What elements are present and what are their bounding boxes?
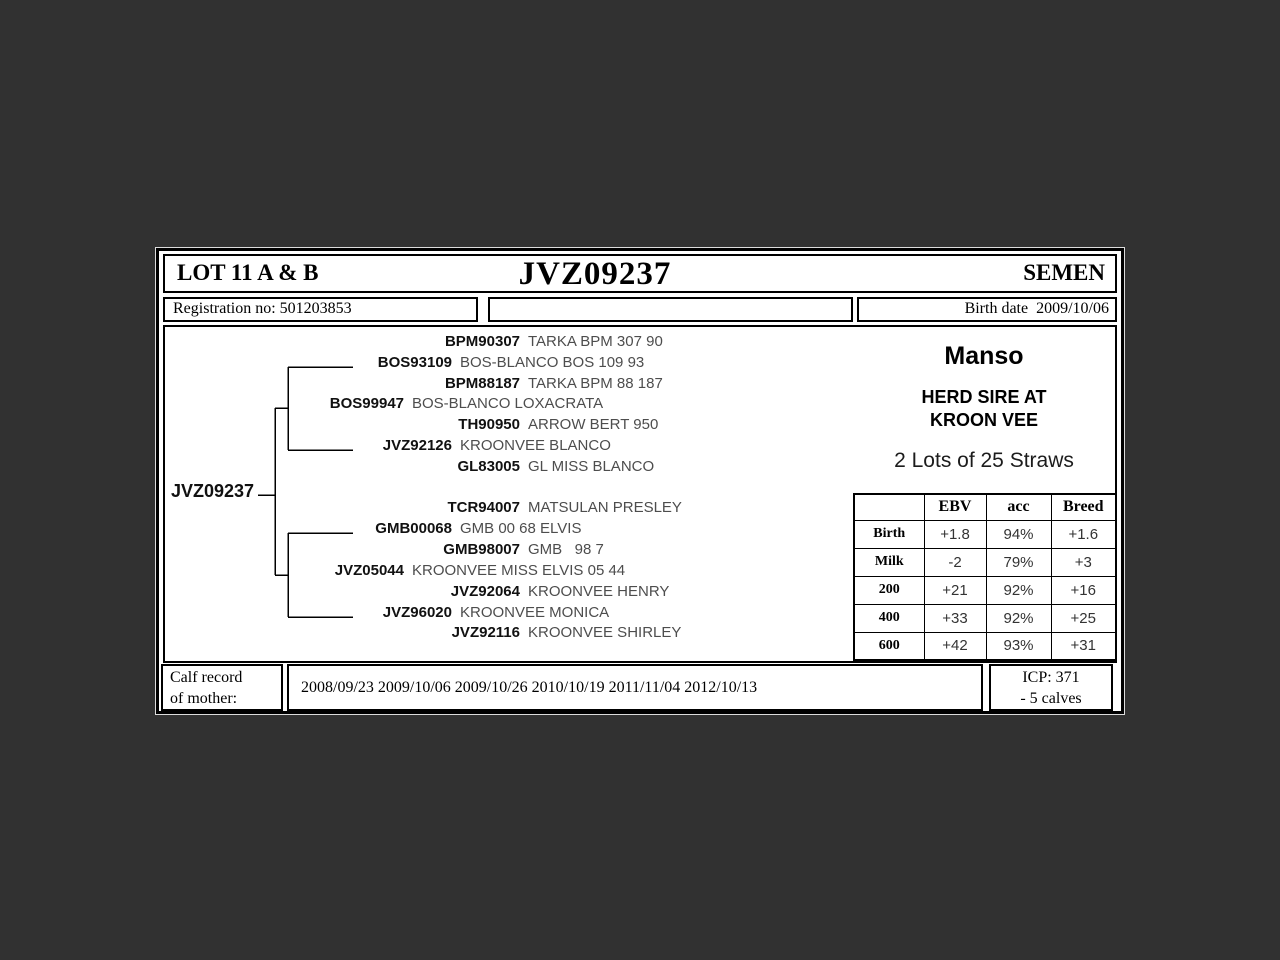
calf-record-label [170, 667, 242, 709]
ancestor-id: TH90950 [458, 416, 520, 433]
catalog-card [156, 248, 1124, 714]
ebv-value: +33 [924, 604, 986, 632]
ebv-row-200 [854, 576, 1116, 604]
acc-value: 79% [986, 548, 1051, 576]
registration-box [163, 297, 478, 322]
lot-label: LOT 11 A & B [177, 260, 319, 285]
ebv-header-acc: acc [986, 494, 1051, 520]
ancestor-name: ARROW BERT 950 [528, 416, 659, 433]
ancestor-name: GL MISS BLANCO [528, 458, 655, 475]
ebv-table [853, 493, 1117, 661]
ancestor-id: JVZ05044 [334, 562, 404, 579]
breed-value: +3 [1051, 548, 1116, 576]
pedigree-entry [410, 623, 681, 643]
category-label: SEMEN [1023, 260, 1105, 285]
ancestor-name: KROONVEE SHIRLEY [528, 624, 682, 641]
pedigree-entry [410, 332, 663, 352]
ancestor-name: GMB 00 68 ELVIS [460, 520, 582, 537]
breed-value: +25 [1051, 604, 1116, 632]
ebv-table-header-row [854, 494, 1116, 520]
ebv-header-ebv: EBV [924, 494, 986, 520]
birth-date-box [857, 297, 1117, 322]
ebv-header-breed: Breed [1051, 494, 1116, 520]
breed-value: +31 [1051, 632, 1116, 660]
pedigree-entry [410, 415, 658, 435]
herd-sire-text [853, 386, 1115, 432]
icp-box [989, 664, 1113, 711]
ancestor-name: TARKA BPM 307 90 [528, 333, 663, 350]
ancestor-name: KROONVEE MISS ELVIS 05 44 [412, 562, 626, 579]
ancestor-id: JVZ92064 [450, 583, 520, 600]
pedigree-entry [294, 561, 625, 581]
ancestor-id: BOS99947 [329, 395, 404, 412]
ancestor-id: GL83005 [457, 458, 520, 475]
pedigree-entry [294, 394, 603, 414]
ancestor-name: GMB 98 7 [528, 541, 604, 558]
pedigree-subject: JVZ09237 [171, 481, 255, 501]
pedigree-entry [410, 374, 663, 394]
ancestor-name: BOS-BLANCO BOS 109 93 [460, 354, 645, 371]
acc-value: 92% [986, 576, 1051, 604]
ebv-row-milk [854, 548, 1116, 576]
acc-value: 92% [986, 604, 1051, 632]
herd-sire-line1: HERD SIRE AT [921, 387, 1047, 407]
ebv-value: +1.8 [924, 520, 986, 548]
ancestor-id: JVZ96020 [382, 604, 452, 621]
ebv-row-label: Milk [854, 548, 924, 576]
ebv-value: +42 [924, 632, 986, 660]
pedigree-entry [410, 540, 604, 560]
ebv-row-birth [854, 520, 1116, 548]
ancestor-name: KROONVEE MONICA [460, 604, 610, 621]
pedigree-entry [410, 582, 669, 602]
header-box [163, 254, 1117, 293]
lots-straws-text: 2 Lots of 25 Straws [894, 449, 1074, 472]
calf-record-line1: Calf record [170, 669, 243, 686]
breed-value: +1.6 [1051, 520, 1116, 548]
ebv-row-label: 200 [854, 576, 924, 604]
ebv-row-label: 400 [854, 604, 924, 632]
pedigree-entry [342, 353, 644, 373]
ancestor-id: GMB00068 [375, 520, 452, 537]
animal-id-title: JVZ09237 [518, 256, 672, 292]
ancestor-name: KROONVEE BLANCO [460, 437, 611, 454]
pedigree-entry [342, 603, 609, 623]
ebv-row-600 [854, 632, 1116, 660]
pedigree-box [163, 325, 1117, 663]
ancestor-id: BOS93109 [377, 354, 452, 371]
ancestor-id: JVZ92116 [451, 624, 520, 641]
pedigree-entry [410, 498, 682, 518]
ebv-value: +21 [924, 576, 986, 604]
ancestor-name: TARKA BPM 88 187 [528, 375, 663, 392]
breed-name: Manso [944, 342, 1024, 370]
calf-record-line2: of mother: [170, 690, 238, 707]
ancestor-id: BPM90307 [444, 333, 520, 350]
pedigree-entry [342, 519, 581, 539]
calf-dates-box [287, 664, 983, 711]
subheader-empty-box [488, 297, 853, 322]
ebv-header-empty [854, 494, 924, 520]
icp-text [991, 667, 1111, 709]
ebv-row-label: Birth [854, 520, 924, 548]
calf-dates: 2008/09/23 2009/10/06 2009/10/26 2010/10/19 2011/11/04 2012/10/13 [301, 678, 758, 696]
acc-value: 94% [986, 520, 1051, 548]
ebv-row-label: 600 [854, 632, 924, 660]
ancestor-name: MATSULAN PRESLEY [528, 499, 682, 516]
herd-sire-line2: KROON VEE [929, 410, 1039, 430]
calf-record-label-box [161, 664, 283, 711]
ancestor-id: JVZ92126 [382, 437, 452, 454]
acc-value: 93% [986, 632, 1051, 660]
breed-value: +16 [1051, 576, 1116, 604]
pedigree-entry [342, 436, 611, 456]
icp-line1: ICP: 371 [1022, 669, 1080, 686]
ancestor-id: TCR94007 [447, 499, 520, 516]
ancestor-name: KROONVEE HENRY [528, 583, 670, 600]
ebv-value: -2 [924, 548, 986, 576]
pedigree-entry [410, 457, 654, 477]
birth-date: Birth date 2009/10/06 [964, 300, 1109, 317]
ancestor-name: BOS-BLANCO LOXACRATA [412, 395, 604, 412]
registration-number: Registration no: 501203853 [173, 300, 352, 317]
icp-line2: - 5 calves [1020, 690, 1082, 707]
ancestor-id: GMB98007 [443, 541, 520, 558]
ebv-row-400 [854, 604, 1116, 632]
pedigree-tree [165, 327, 1115, 661]
ancestor-id: BPM88187 [444, 375, 520, 392]
